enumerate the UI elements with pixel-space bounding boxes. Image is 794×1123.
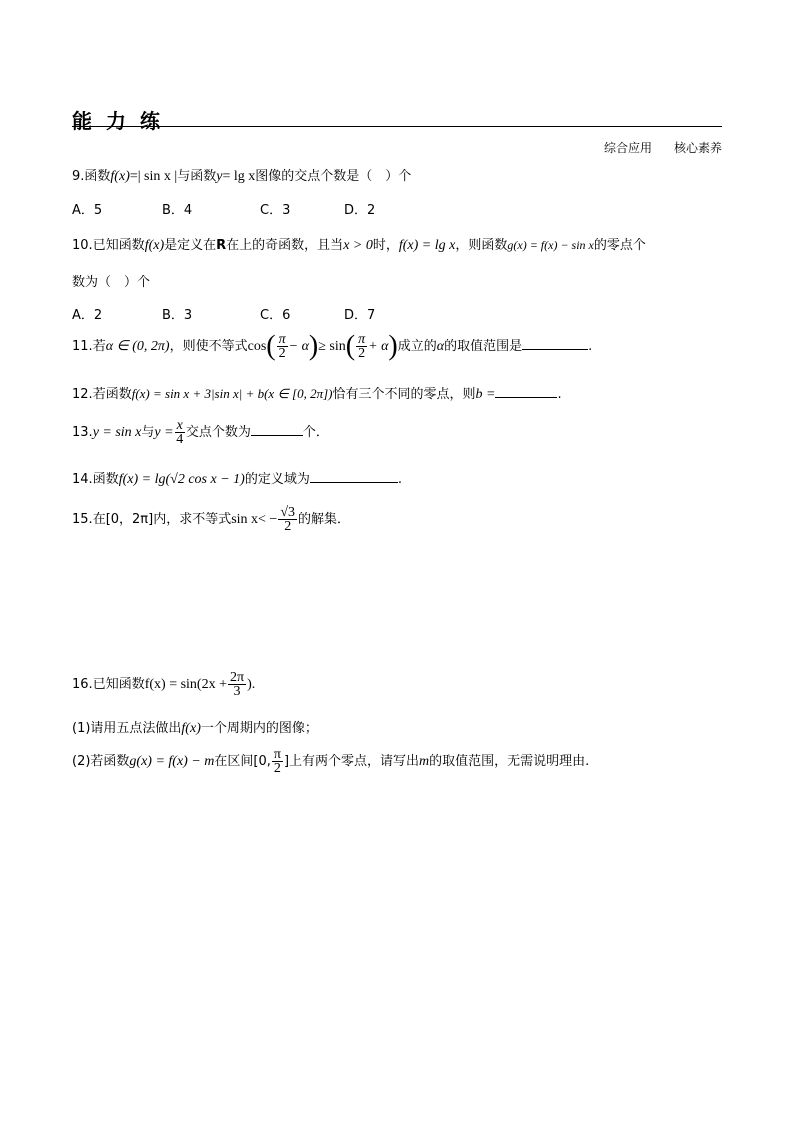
q10-text-1: 已知函数 — [92, 238, 145, 253]
q10-text-4: 时， — [372, 238, 399, 253]
q14-answer-blank[interactable] — [310, 482, 398, 483]
q10-f: f(x) — [144, 238, 165, 253]
question-9 — [72, 165, 411, 185]
q11-text-4: 的取值范围是 — [444, 339, 523, 354]
q11-minus-alpha: − α — [288, 339, 309, 354]
q11-text-1: 若 — [92, 339, 106, 354]
q14-end: . — [397, 472, 402, 487]
q10-option-a: A．2 — [72, 308, 103, 323]
q12-number: 12. — [72, 387, 93, 402]
section-tags — [582, 139, 722, 156]
q9-text-1: 函数 — [84, 169, 111, 184]
q15-frac-num: √3 — [280, 505, 296, 520]
q13-frac — [175, 419, 185, 446]
q11-frac-2-num: π — [358, 332, 366, 347]
q13-end: 个． — [302, 425, 329, 440]
q15-text-1: 在[0，2π]内，求不等式 — [92, 512, 232, 527]
q15-frac — [278, 506, 297, 533]
q11-cos: cos — [247, 339, 267, 354]
q16-part1-text-2: 一个周期内的图像； — [200, 721, 318, 736]
q10-text-3: 在上的奇函数，且当 — [226, 238, 344, 253]
q16-frac — [228, 671, 246, 698]
q13-text-1: 与 — [141, 425, 155, 440]
q9-y: y — [216, 169, 223, 184]
q11-paren-open-2: ( — [345, 330, 356, 362]
q9-expr: =| sin x | — [129, 169, 178, 184]
q10-text-2: 是定义在 — [164, 238, 217, 253]
q15-frac-den: 2 — [284, 519, 292, 534]
question-10 — [72, 234, 646, 254]
q12-text-2: 恰有三个不同的零点，则 — [332, 387, 476, 402]
q10-option-b: B．3 — [162, 308, 193, 323]
q16-part2-text-3: ]上有两个零点，请写出 — [283, 754, 420, 769]
question-15 — [72, 502, 350, 538]
q13-text-2: 交点个数为 — [185, 425, 251, 440]
q11-alpha: α — [436, 339, 445, 354]
q12-expr: f(x) = sin x + 3|sin x| + b(x ∈ [0, 2π]) — [131, 386, 333, 401]
q16-part-2 — [72, 746, 589, 778]
q13-answer-blank[interactable] — [251, 435, 303, 436]
question-11 — [72, 332, 592, 362]
q15-text-2: 的解集． — [298, 512, 351, 527]
q11-paren-open-1: ( — [266, 330, 276, 362]
q16-part1-text-1: (1)请用五点法做出 — [72, 721, 182, 736]
q9-option-c: C．3 — [260, 203, 291, 218]
q15-number: 15. — [72, 512, 93, 527]
q14-text-2: 的定义域为 — [244, 472, 310, 487]
q10-text-6: 的零点个 — [593, 238, 646, 253]
q14-text-1: 函数 — [92, 472, 119, 487]
q16-text-1: 已知函数 — [92, 677, 145, 692]
question-13 — [72, 418, 329, 448]
q11-frac-2 — [356, 333, 367, 360]
q16-close: ). — [247, 677, 256, 692]
q11-plus-alpha: + α — [368, 339, 389, 354]
q9-number: 9. — [72, 169, 85, 184]
q16-frac-num: 2π — [229, 670, 245, 685]
q11-number: 11. — [72, 339, 93, 354]
q16-part1-f: f(x) — [181, 721, 201, 736]
q16-part-1 — [72, 717, 318, 737]
q16-part2-text-2: 在区间[0, — [214, 754, 271, 769]
question-16 — [72, 670, 255, 700]
section-title: 能力练 — [72, 109, 174, 133]
question-12 — [72, 383, 562, 403]
q15-expr: sin x< − — [231, 512, 278, 527]
q13-y2: y = — [154, 425, 174, 440]
q10-number: 10. — [72, 238, 93, 253]
q11-paren-close-2: ) — [388, 330, 398, 362]
q16-part2-text-1: (2)若函数 — [72, 754, 130, 769]
q10-g: g(x) = f(x) − sin x — [507, 238, 594, 252]
q16-part2-frac-num: π — [273, 747, 281, 762]
q16-expr: f(x) = sin(2x + — [144, 677, 227, 692]
tag-core-literacy: 核心素养 — [673, 141, 722, 155]
q9-text-3: 图像的交点个数是（ ）个 — [255, 169, 412, 184]
q11-frac-2-den: 2 — [358, 346, 366, 361]
q9-option-b: B．4 — [162, 203, 193, 218]
q12-b: b = — [475, 387, 496, 402]
q11-frac-1-den: 2 — [278, 346, 286, 361]
q16-part2-text-4: 的取值范围，无需说明理由. — [429, 754, 590, 769]
q13-frac-num: x — [176, 418, 183, 433]
q10-option-d: D．7 — [344, 308, 376, 323]
q13-y1: y = sin x — [92, 425, 142, 440]
q9-options — [72, 199, 375, 218]
q10-R: R — [216, 238, 227, 253]
q16-number: 16. — [72, 677, 93, 692]
q9-option-a: A．5 — [72, 203, 103, 218]
q10-line-2: 数为（ ）个 — [72, 275, 151, 290]
q10-text-5: ，则函数 — [455, 238, 508, 253]
q11-frac-1 — [277, 333, 288, 360]
question-14 — [72, 468, 402, 488]
q14-expr: f(x) = lg(√2 cos x − 1) — [118, 472, 245, 487]
q13-number: 13. — [72, 425, 93, 440]
q11-text-3: 成立的 — [397, 339, 437, 354]
q10-options — [72, 304, 375, 323]
q12-end: . — [557, 387, 562, 402]
q16-part2-frac-den: 2 — [273, 761, 281, 776]
q10-cond: x > 0 — [343, 238, 373, 253]
q10-option-c: C．6 — [260, 308, 291, 323]
q11-paren-close-1: ) — [308, 330, 319, 362]
q16-part2-g: g(x) = f(x) − m — [129, 754, 215, 769]
q11-frac-1-num: π — [278, 332, 286, 347]
q16-frac-den: 3 — [233, 684, 241, 699]
q13-frac-den: 4 — [176, 432, 184, 447]
q16-part2-m: m — [419, 754, 430, 769]
q12-text-1: 若函数 — [92, 387, 132, 402]
q14-number: 14. — [72, 472, 93, 487]
tag-comprehensive: 综合应用 — [603, 141, 652, 155]
q11-end: . — [588, 339, 593, 354]
q10-def: f(x) = lg x — [398, 238, 456, 253]
q16-part2-frac — [272, 748, 283, 775]
q11-cond: α ∈ (0, 2π) — [105, 339, 170, 354]
q11-text-2: ，则使不等式 — [169, 339, 248, 354]
q9-f: f(x) — [110, 169, 130, 184]
title-rule — [72, 126, 722, 127]
q9-expr2: = lg x — [222, 169, 256, 184]
q11-answer-blank[interactable] — [522, 349, 588, 350]
q9-text-2: 与函数 — [177, 169, 217, 184]
q11-geq-sin: ≥ sin — [318, 339, 346, 354]
q12-answer-blank[interactable] — [495, 397, 557, 398]
q9-option-d: D．2 — [344, 203, 376, 218]
